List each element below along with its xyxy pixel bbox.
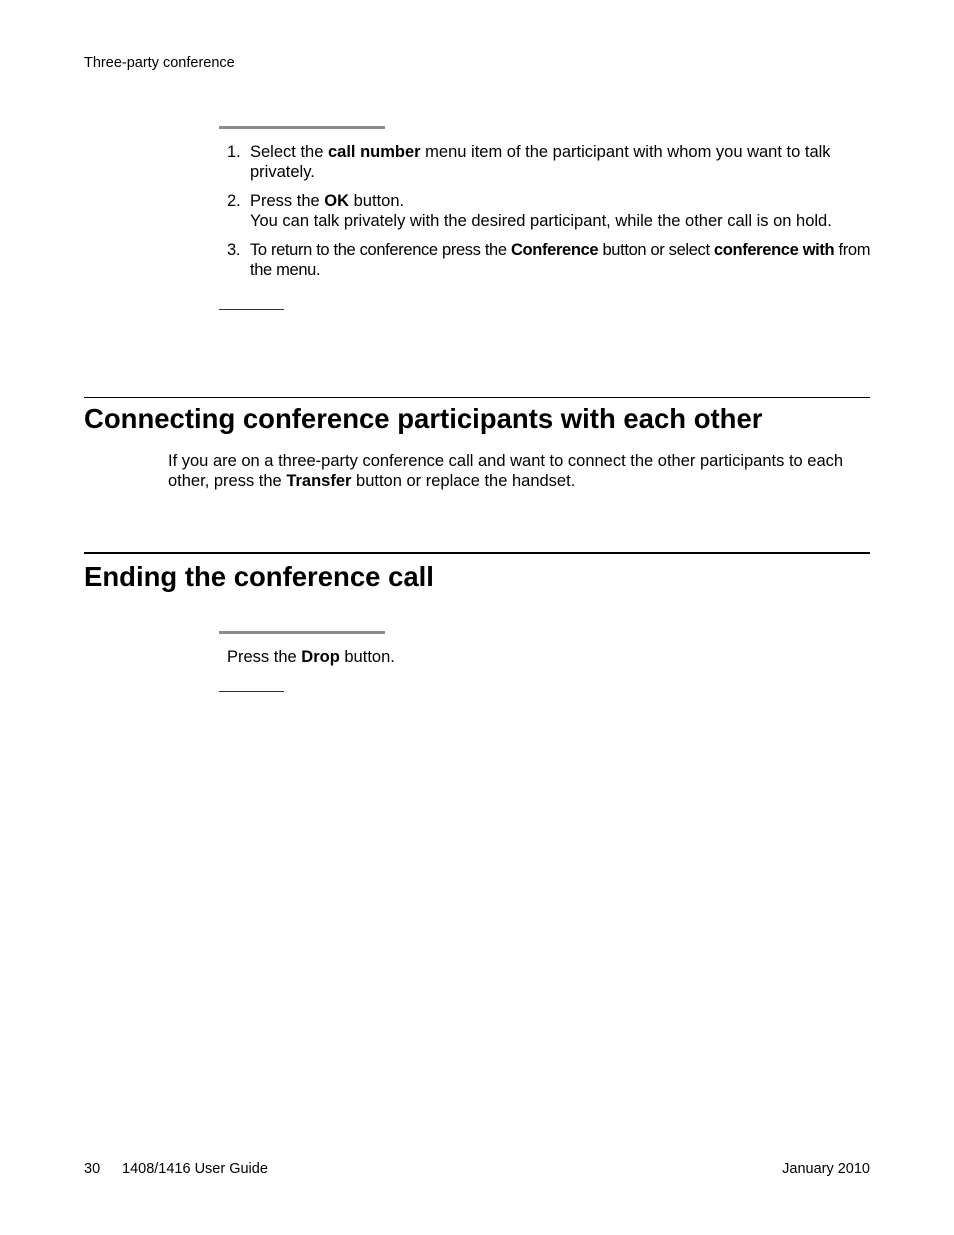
single-step [227, 647, 395, 667]
paragraph-keyword: Transfer [286, 472, 352, 490]
page-number: 30 [84, 1161, 101, 1177]
step-2 [227, 191, 877, 231]
procedure-top-rule [219, 631, 385, 634]
step-keyword: OK [324, 192, 350, 210]
step-text-pre: Press the [227, 648, 302, 666]
procedure-bottom-rule [219, 309, 284, 310]
procedure-bottom-rule [219, 691, 284, 692]
procedure-steps [227, 142, 877, 289]
section-heading: Connecting conference participants with each other [84, 403, 763, 434]
step-keyword: Drop [301, 648, 340, 666]
step-3 [227, 240, 877, 280]
procedure-top-rule [219, 126, 385, 129]
step-text-post: button. [339, 648, 395, 666]
step-number: 2. [227, 192, 241, 210]
step-text-post: menu item of the participant with whom you want to talk privately. [250, 143, 831, 181]
step-text-pre: Select the [250, 143, 328, 161]
step-text-mid: button or select [598, 241, 714, 259]
section-heading: Ending the conference call [84, 561, 434, 592]
step-keyword-2: conference with [713, 241, 835, 259]
running-header: Three-party conference [84, 55, 235, 71]
step-text-pre: To return to the conference press the [250, 241, 511, 259]
step-result: You can talk privately with the desired participant, while the other call is on hold. [250, 212, 832, 230]
step-text-post: button. [349, 192, 405, 210]
step-keyword: call number [327, 143, 421, 161]
step-number: 1. [227, 143, 241, 161]
step-1 [227, 142, 877, 182]
publication-date: January 2010 [782, 1161, 870, 1177]
document-title: 1408/1416 User Guide [122, 1161, 268, 1177]
paragraph-text-post: button or replace the handset. [351, 472, 576, 490]
step-number: 3. [227, 241, 241, 259]
step-text-pre: Press the [250, 192, 325, 210]
section-rule [84, 397, 870, 398]
step-text-post: from the menu. [250, 241, 871, 279]
section-rule [84, 552, 870, 554]
paragraph-text-pre: If you are on a three-party conference call and want to connect the other participants to each other, press the [168, 452, 844, 490]
section-paragraph [168, 451, 873, 491]
step-keyword: Conference [510, 241, 599, 259]
